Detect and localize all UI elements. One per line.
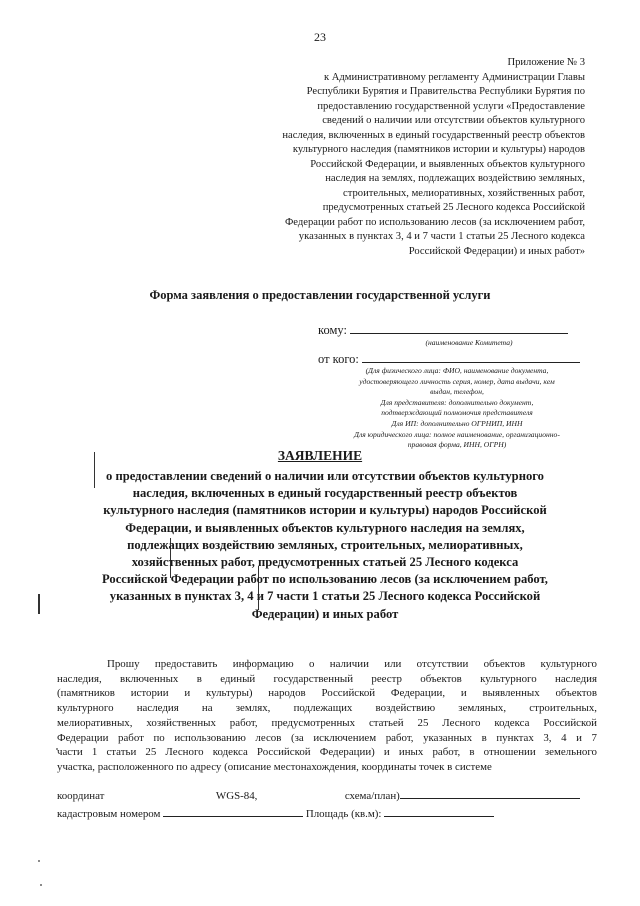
subtitle-line: хозяйственных работ, предусмотренных статьей 25 Лесного кодекса <box>131 555 519 570</box>
area-field[interactable] <box>384 806 494 817</box>
scan-dot <box>38 860 40 862</box>
cadastral-label: кадастровым номером <box>57 808 161 820</box>
appendix-line: сведений о наличии или отсутствии объектов культурного <box>322 115 585 126</box>
subtitle-line: Федерации, и выявленных объектов культурного наследия на землях, <box>125 520 525 535</box>
appendix-line: Приложение № 3 <box>507 57 585 68</box>
body-line: мелиоративных, хозяйственных работ, предусмотренных статьей 25 Лесного кодекса Российской <box>57 716 597 729</box>
appendix-line: предоставлению государственной услуги «Предоставление <box>317 100 585 112</box>
body-line: Федерации работ по использованию лесов (за исключением работ, указанных в пунктах 3, 4 и 7 <box>57 731 597 744</box>
from-hints <box>312 366 602 451</box>
to-hint: (наименование Комитета) <box>425 338 513 347</box>
subtitle-line: подлежащих воздействию земляных, строительных, мелиоративных, <box>127 537 523 552</box>
subtitle-line: Российской Федерации работ по использованию лесов (за исключением работ, <box>102 572 548 587</box>
from-hint-line: выдан, телефон, <box>430 387 484 397</box>
subtitle-line: культурного наследия (памятников истории и культуры) народов Российской <box>103 503 547 518</box>
body-line: наследия, включенных в единый государственный реестр объектов культурного наследия <box>57 672 597 685</box>
appendix-line: к Административному регламенту Администрации Главы <box>323 71 585 83</box>
appendix-line: культурного наследия (памятников истории и культуры) народов <box>292 144 585 155</box>
from-label: от кого: <box>318 352 359 366</box>
coordinates-field[interactable] <box>400 788 580 799</box>
appendix-line: предусмотренных статьей 25 Лесного кодекса Российской <box>322 202 585 213</box>
page-number: 23 <box>314 30 326 44</box>
appendix-line: наследия на землях, подлежащих воздействию земляных, <box>325 173 585 184</box>
from-hint-line: удостоверяющего личность серия, номер, дата выдачи, кем <box>359 376 555 386</box>
body-line: культурного наследия на землях, подлежащих воздействию земляных, строительных, <box>57 702 597 715</box>
appendix-line: Республики Бурятия и Правительства Республики Бурятия по <box>306 86 585 97</box>
from-hint-line: Для ИП: дополнительно ОГРНИП, ИНН <box>391 418 523 428</box>
cadastral-row <box>57 806 494 820</box>
body-line: (памятников истории и культуры) народов Российской Федерации, и выявленных объектов <box>57 687 597 700</box>
subtitle-line: Федерации) и иных работ <box>251 606 399 621</box>
scheme-label: схема/план) <box>344 790 400 802</box>
to-field[interactable] <box>350 322 568 334</box>
subtitle-line: о предоставлении сведений о наличии или отсутствии объектов культурного <box>106 469 544 483</box>
coordinates-label: координат <box>57 790 105 802</box>
appendix-line: наследия, включенных в единый государственный реестр объектов <box>282 129 585 141</box>
subtitle-line: указанных в пунктах 3, 4 и 7 части 1 статьи 25 Лесного кодекса Российской <box>109 589 541 604</box>
body-line: участка, расположенного по адресу (описание местонахождения, координаты точек в системе <box>57 760 492 773</box>
document-subtitle <box>40 468 610 623</box>
cadastral-field[interactable] <box>163 806 303 817</box>
form-title: Форма заявления о предоставлении государственной услуги <box>149 288 491 302</box>
appendix-header <box>195 56 585 259</box>
subtitle-line: наследия, включенных в единый государственный реестр объектов <box>132 486 518 501</box>
appendix-line: Российской Федерации) и иных работ» <box>408 245 585 257</box>
from-hint-line: правовая форма, ИНН, ОГРН) <box>407 440 507 450</box>
scan-dot <box>40 884 42 886</box>
to-label: кому: <box>318 323 347 337</box>
appendix-line: строительных, мелиоративных, хозяйственных работ, <box>343 187 585 199</box>
appendix-line: Российской Федерации, и выявленных объектов культурного <box>310 158 585 170</box>
from-hint-line: (Для физического лица: ФИО, наименование документа, <box>365 366 549 375</box>
body-line: Прошу предоставить информацию о наличии или отсутствии объектов культурного <box>107 658 597 670</box>
from-hint-line: подтверждающий полномочия представителя <box>381 408 533 418</box>
appendix-line: Федерации работ по использованию лесов (за исключением работ, <box>284 216 585 228</box>
body-line: части 1 статьи 25 Лесного кодекса Российской Федерации) и иных работ, в отношении земельного <box>57 746 597 759</box>
from-field[interactable] <box>362 351 580 363</box>
request-body <box>57 657 597 775</box>
appendix-line: указанных в пунктах 3, 4 и 7 части 1 статьи 25 Лесного кодекса <box>298 231 585 242</box>
document-title: ЗАЯВЛЕНИЕ <box>277 448 363 463</box>
from-row <box>318 351 580 367</box>
from-hint-line: Для представителя: дополнительно документ, <box>380 397 534 407</box>
coordinate-system: WGS-84, <box>215 790 258 802</box>
area-label: Площадь (кв.м): <box>305 808 382 820</box>
to-row <box>318 322 568 338</box>
from-hint-line: Для юридического лица: полное наименование, организационно- <box>354 429 560 439</box>
coordinates-row <box>57 788 580 802</box>
